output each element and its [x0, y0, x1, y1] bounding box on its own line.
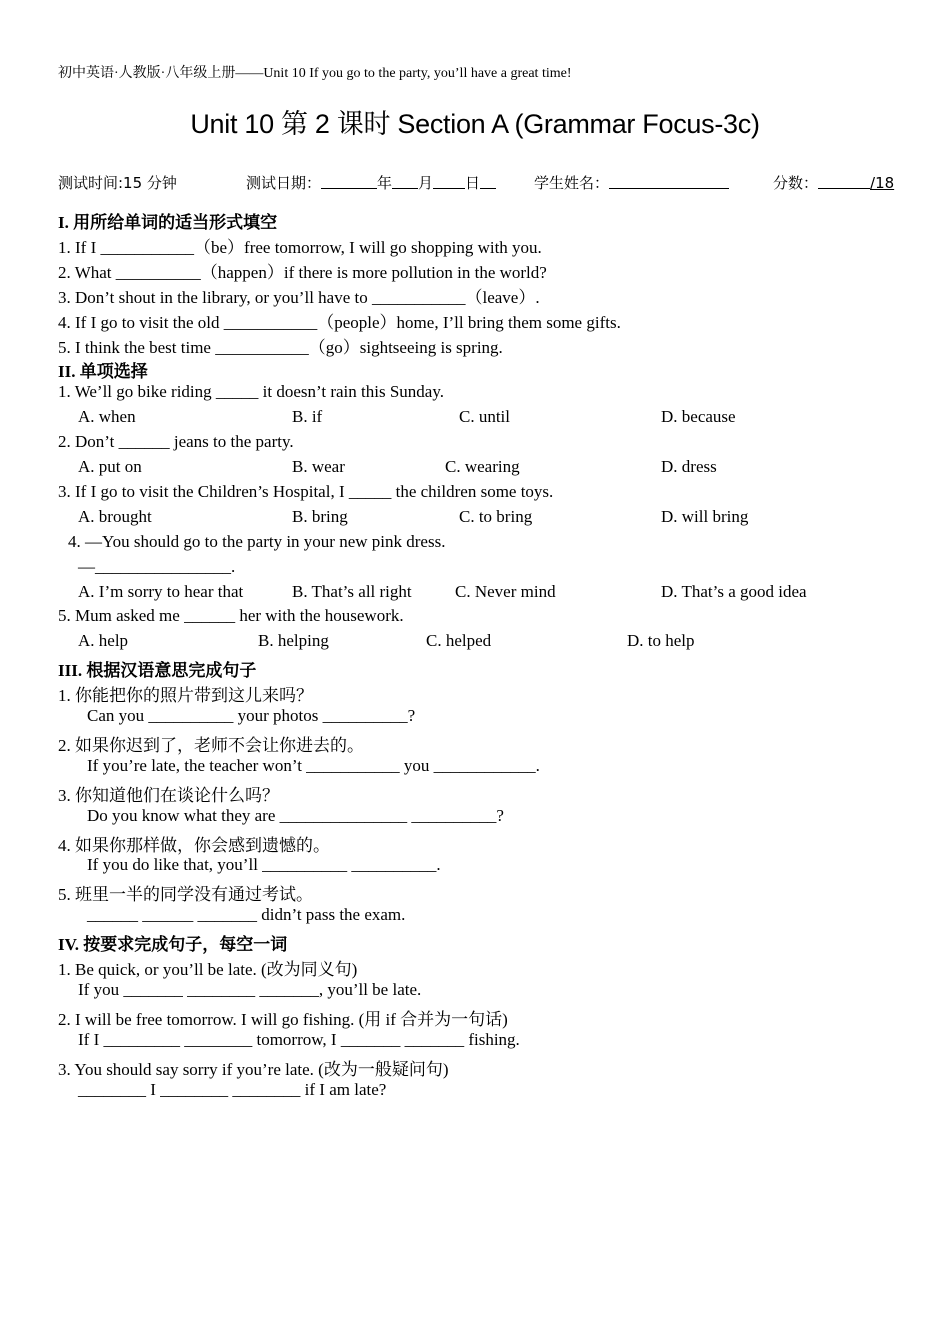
month-label: 月: [418, 174, 434, 192]
question-line: 3. If I go to visit the Children’s Hospital, I _____ the children some toys.: [58, 481, 554, 501]
section-heading: IV. 按要求完成句子，每空一词: [58, 935, 288, 955]
question-line: If you _______ ________ _______, you’ll be late.: [78, 979, 422, 999]
question-line: 2. I will be free tomorrow. I will go fishing. (用 if 合并为一句话): [58, 1009, 508, 1029]
year-label: 年: [377, 174, 393, 192]
option: D. That’s a good idea: [661, 581, 807, 601]
question-line: 2. Don’t ______ jeans to the party.: [58, 432, 294, 452]
option: C. until: [459, 407, 511, 427]
student-name: [534, 172, 729, 193]
test-date-label: 测试日期：: [246, 174, 322, 192]
option: C. Never mind: [455, 581, 556, 601]
option: B. wear: [292, 457, 345, 476]
test-time-label: 测试时间:15 分钟: [58, 174, 177, 192]
option: B. bring: [292, 506, 348, 526]
question-line: 1. We’ll go bike riding _____ it doesn’t rain this Sunday.: [58, 382, 444, 402]
option: C. wearing: [445, 457, 520, 476]
section-heading: II. 单项选择: [58, 362, 148, 382]
section-heading: III. 根据汉语意思完成句子: [58, 661, 257, 681]
option: B. helping: [258, 631, 329, 651]
question-line: ______ ______ _______ didn’t pass the exam.: [87, 905, 406, 925]
question-line: 5. 班里一半的同学没有通过考试。: [58, 885, 313, 905]
question-line: 4. If I go to visit the old ___________（people）home, I’ll bring them some gifts.: [58, 312, 621, 332]
question-line: 5. I think the best time ___________（go）sightseeing is spring.: [58, 337, 503, 357]
option: D. because: [661, 407, 736, 427]
score-total: /18: [870, 174, 895, 192]
question-line: 4. —You should go to the party in your new pink dress.: [68, 531, 446, 551]
question-line: 1. If I ___________（be）free tomorrow, I will go shopping with you.: [58, 237, 542, 257]
question-line: 3. Don’t shout in the library, or you’ll have to ___________（leave）.: [58, 287, 540, 307]
page-title: Unit 10 第 2 课时 Section A (Grammar Focus-3c): [190, 109, 760, 139]
option: D. dress: [661, 457, 717, 476]
question-line: 2. What __________（happen）if there is more pollution in the world?: [58, 262, 547, 282]
option: A. brought: [78, 506, 152, 526]
question-line: Can you __________ your photos __________?: [87, 706, 416, 725]
question-line: If I _________ ________ tomorrow, I _______ _______ fishing.: [78, 1029, 520, 1049]
question-line: 5. Mum asked me ______ her with the housework.: [58, 606, 404, 626]
option: C. to bring: [459, 506, 533, 526]
student-name-label: 学生姓名：: [534, 174, 610, 192]
option: A. I’m sorry to hear that: [78, 581, 244, 601]
score: [773, 172, 894, 193]
question-line: 3. You should say sorry if you’re late. (改为一般疑问句): [58, 1059, 449, 1079]
score-label: 分数：: [773, 174, 819, 192]
option: D. to help: [627, 631, 695, 651]
option: B. That’s all right: [292, 581, 412, 601]
question-line: 1. Be quick, or you’ll be late. (改为同义句): [58, 960, 358, 979]
question-line: 4. 如果你那样做，你会感到遗憾的。: [58, 835, 330, 855]
section-heading: I. 用所给单词的适当形式填空: [58, 213, 278, 232]
question-line: 1. 你能把你的照片带到这儿来吗？: [58, 686, 313, 706]
day-label: 日: [465, 174, 481, 192]
question-line: 2. 如果你迟到了，老师不会让你进去的。: [58, 735, 364, 755]
option: A. help: [78, 631, 129, 651]
question-line: If you do like that, you’ll __________ __________.: [87, 855, 441, 875]
question-line: —________________.: [78, 556, 236, 576]
question-line: Do you know what they are _______________ __________?: [87, 805, 504, 825]
test-date: [246, 172, 496, 193]
running-header: 初中英语·人教版·八年级上册——Unit 10 If you go to the party, you’ll have a great time!: [58, 66, 572, 81]
option: C. helped: [426, 631, 492, 651]
question-line: If you’re late, the teacher won’t ___________ you ____________.: [87, 755, 540, 775]
question-line: 3. 你知道他们在谈论什么吗？: [58, 785, 279, 805]
option: A. put on: [78, 457, 142, 476]
option: B. if: [292, 407, 323, 427]
question-line: ________ I ________ ________ if I am late?: [78, 1079, 387, 1099]
option: A. when: [78, 407, 136, 427]
option: D. will bring: [661, 506, 749, 526]
